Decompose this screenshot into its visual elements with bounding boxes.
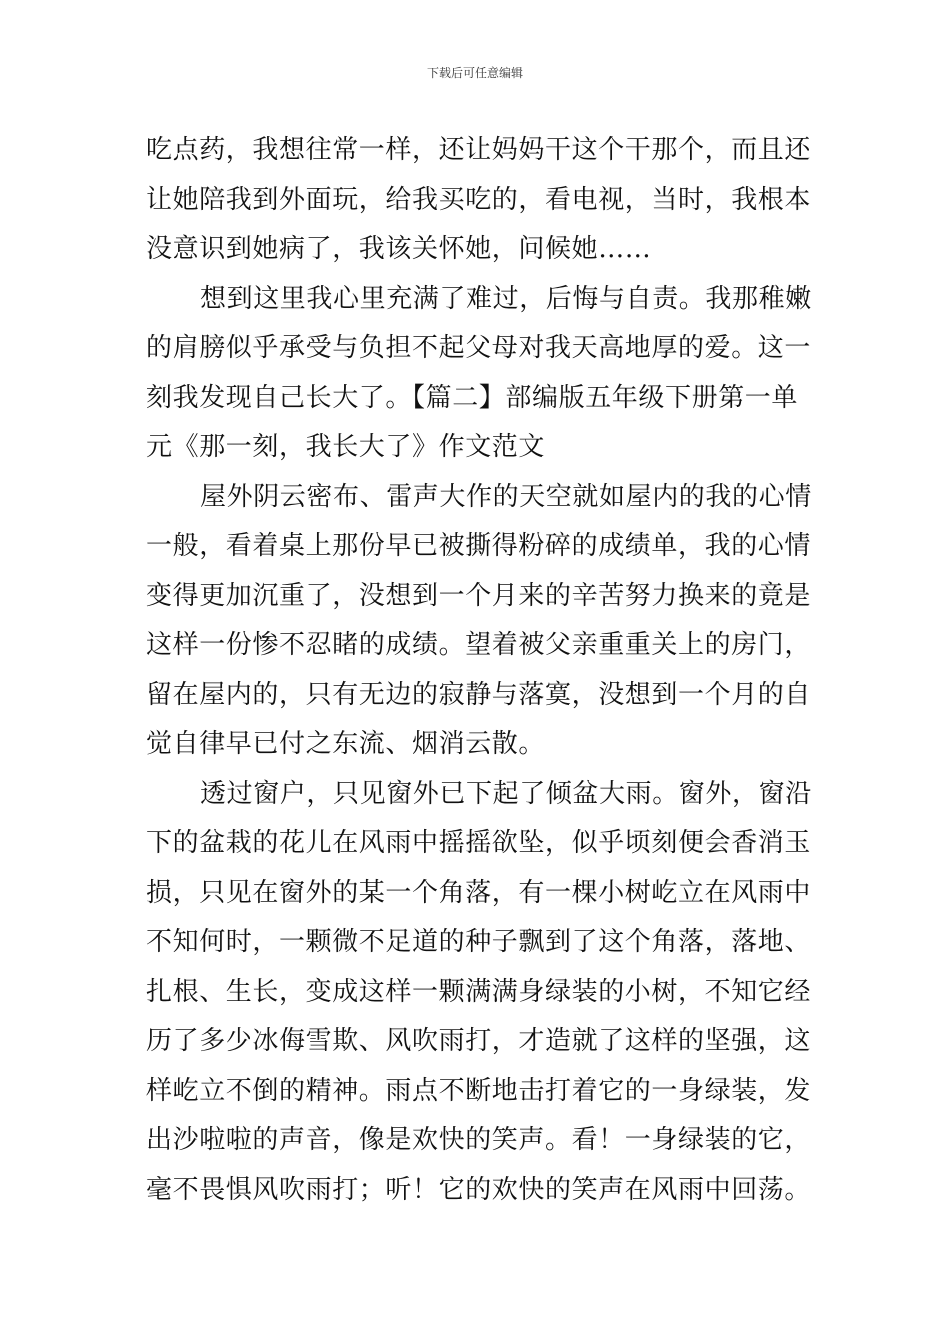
text-line: 觉自律早已付之东流、烟消云散。 xyxy=(146,729,546,759)
text-line: 这样一份惨不忍睹的成绩。望着被父亲重重关上的房门， xyxy=(146,630,812,660)
text-line: 历了多少冰侮雪欺、风吹雨打，才造就了这样的坚强，这 xyxy=(146,1026,812,1056)
paragraph-first-line: 屋外阴云密布、雷声大作的天空就如屋内的我的心情 xyxy=(200,481,812,512)
text-line: 损，只见在窗外的某一个角落，有一棵小树屹立在风雨中 xyxy=(146,877,812,908)
text-line: 变得更加沉重了，没想到一个月来的辛苦努力换来的竟是 xyxy=(146,580,812,611)
text-line: 吃点药，我想往常一样，还让妈妈干这个干那个，而且还 xyxy=(146,135,812,165)
text-line: 让她陪我到外面玩，给我买吃的，看电视，当时，我根本 xyxy=(146,184,812,215)
text-line: 的肩膀似乎承受与负担不起父母对我天高地厚的爱。这一 xyxy=(146,333,812,363)
text-line: 不知何时，一颗微不足道的种子飘到了这个角落，落地、 xyxy=(146,927,812,957)
text-line: 元《那一刻，我长大了》作文范文 xyxy=(146,432,546,462)
page-header: 下载后可任意编辑 xyxy=(426,66,523,80)
paragraph-first-line: 透过窗户，只见窗外已下起了倾盆大雨。窗外，窗沿 xyxy=(200,778,812,809)
text-line: 出沙啦啦的声音，像是欢快的笑声。看！一身绿装的它， xyxy=(146,1125,812,1155)
text-line: 没意识到她病了，我该关怀她，问候她…… xyxy=(146,234,652,264)
text-line: 毫不畏惧风吹雨打；听！它的欢快的笑声在风雨中回荡。 xyxy=(146,1174,812,1205)
text-line: 一般，看着桌上那份早已被撕得粉碎的成绩单，我的心情 xyxy=(146,531,812,561)
paragraph-first-line: 想到这里我心里充满了难过，后悔与自责。我那稚嫩 xyxy=(200,283,812,314)
text-line: 留在屋内的，只有无边的寂静与落寞，没想到一个月的自 xyxy=(146,679,812,710)
text-line: 扎根、生长，变成这样一颗满满身绿装的小树，不知它经 xyxy=(146,976,812,1007)
text-line: 下的盆栽的花儿在风雨中摇摇欲坠，似乎顷刻便会香消玉 xyxy=(146,828,812,858)
text-line: 样屹立不倒的精神。雨点不断地击打着它的一身绿装，发 xyxy=(146,1075,812,1106)
text-line: 刻我发现自己长大了。【篇二】部编版五年级下册第一单 xyxy=(146,382,799,413)
body-text xyxy=(146,126,812,1215)
